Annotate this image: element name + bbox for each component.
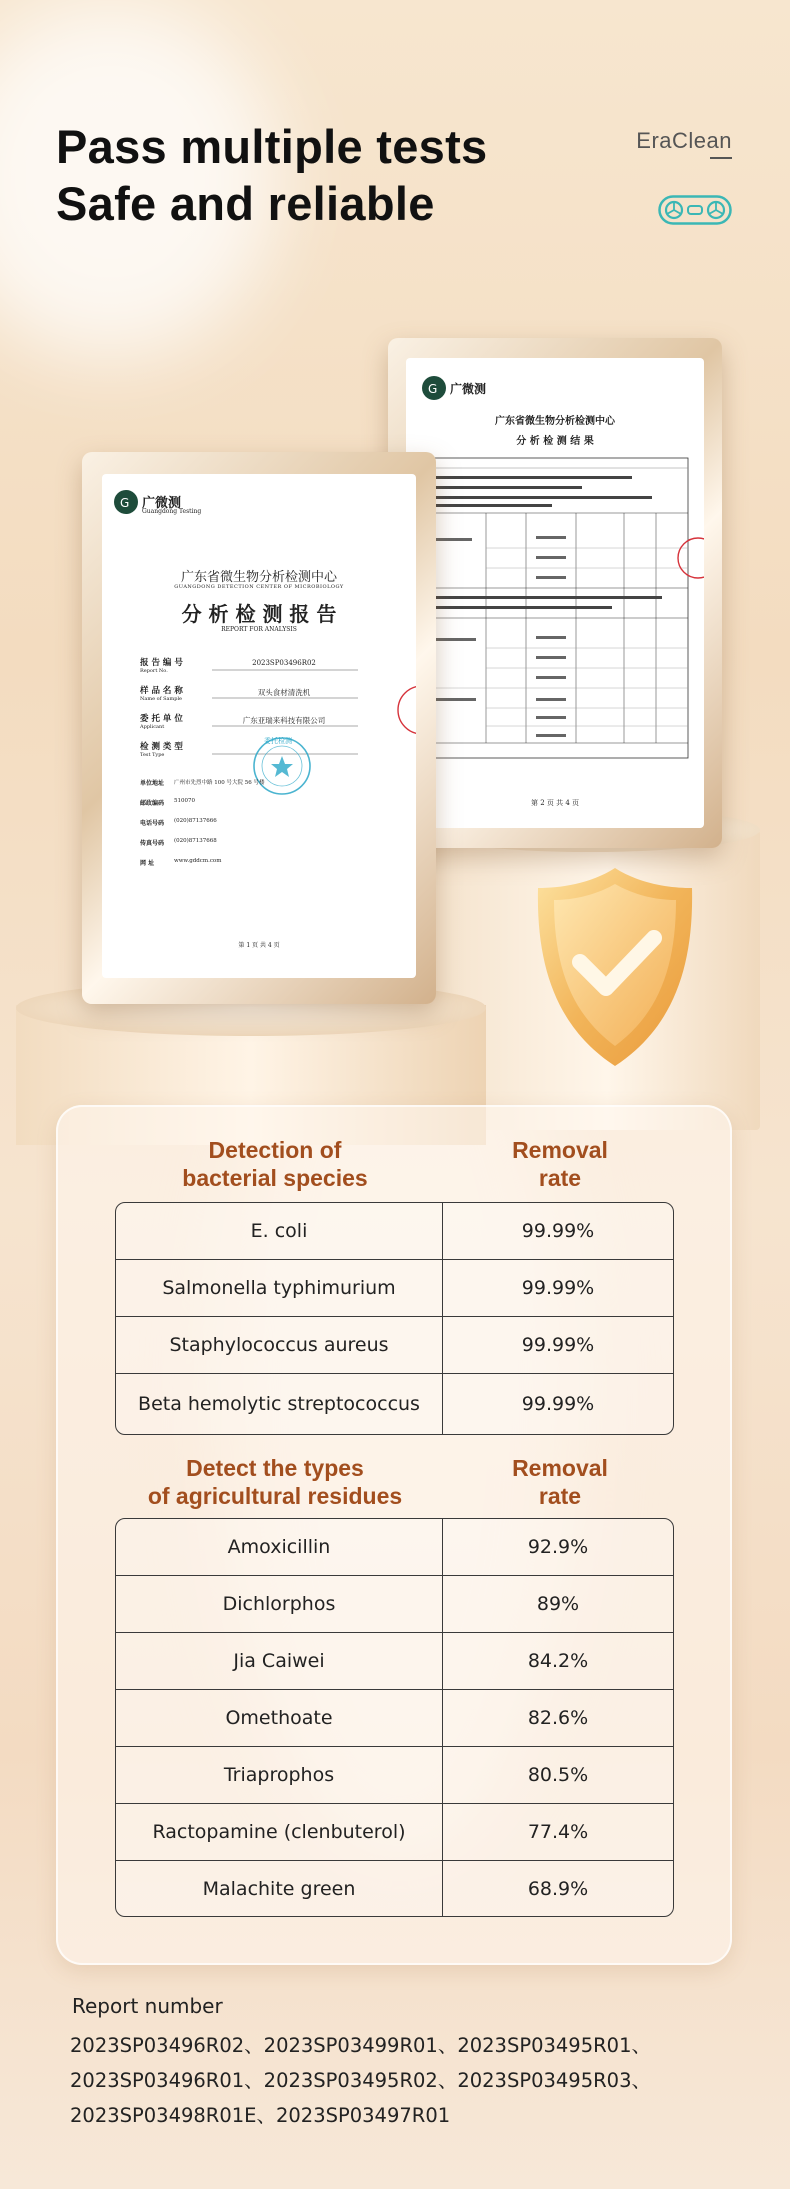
table-row: [116, 1690, 673, 1747]
residues-table: [115, 1518, 674, 1917]
bacteria-table: [115, 1202, 674, 1435]
bacteria-name: Salmonella typhimurium: [116, 1260, 443, 1317]
contact-value: (020)87137666: [174, 818, 217, 824]
field-sublabel: Name of Sample: [140, 696, 183, 702]
residue-name: Jia Caiwei: [116, 1633, 443, 1690]
report-number-line: 2023SP03496R01、2023SP03495R02、2023SP03495R03、: [70, 2069, 651, 2092]
certificate-front-report-title: 分 析 检 测 报 告: [181, 602, 337, 626]
table-row: [116, 1576, 673, 1633]
bacteria-header-rate: [480, 1136, 640, 1192]
bacteria-header-species: [140, 1136, 410, 1192]
certificate-back-paper: [406, 358, 704, 828]
brand-underline: [710, 157, 732, 159]
certificate-back-center: 广东省微生物分析检测中心: [495, 416, 615, 427]
brand-name: EraClean: [636, 128, 732, 153]
contact-value: www.gddcm.com: [174, 858, 222, 864]
certificate-front-logo-sub: Guangdong Testing: [142, 508, 202, 515]
contact-label: 网 址: [140, 860, 155, 867]
table-row: [116, 1203, 673, 1260]
field-label: 委 托 单 位: [140, 714, 183, 724]
field-sublabel: Report No.: [140, 668, 168, 674]
certificate-front-center-en: GUANGDONG DETECTION CENTER OF MICROBIOLOGY: [174, 584, 344, 590]
certificate-front-logo: 广微测: [142, 496, 182, 511]
report-number-line: 2023SP03496R02、2023SP03499R01、2023SP03495R01、: [70, 2034, 651, 2057]
stamp-text: 委托检测: [264, 737, 292, 745]
field-sublabel: Applicant: [140, 724, 165, 730]
certificate-front-paper: [102, 474, 416, 978]
report-number-line: 2023SP03498R01E、2023SP03497R01: [70, 2104, 451, 2127]
svg-text:G: G: [120, 496, 130, 510]
field-sublabel: Test Type: [140, 752, 165, 758]
report-number-list: [70, 2028, 651, 2133]
contact-value: 510070: [174, 798, 195, 804]
bacteria-name: Staphylococcus aureus: [116, 1317, 443, 1374]
page-headline: [56, 118, 487, 232]
residue-rate: 77.4%: [443, 1804, 673, 1861]
bacteria-name: Beta hemolytic streptococcus: [116, 1374, 443, 1434]
residues-header-types-line-1: Detect the types: [186, 1455, 364, 1481]
table-row: [116, 1804, 673, 1861]
contact-label: 单位地址: [140, 780, 165, 787]
table-row: [116, 1260, 673, 1317]
table-row: [116, 1861, 673, 1916]
field-label: 检 测 类 型: [140, 742, 183, 752]
table-row: [116, 1519, 673, 1576]
contact-label: 传真号码: [140, 840, 165, 847]
contact-value: (020)87137668: [174, 838, 217, 844]
table-row: [116, 1317, 673, 1374]
residues-header-rate: [480, 1454, 640, 1510]
residue-rate: 68.9%: [527, 1877, 589, 1900]
report-number-label: Report number: [72, 1994, 223, 2018]
certificate-front-footer: 第 1 页 共 4 页: [238, 942, 280, 949]
bacteria-header-rate-line-2: rate: [538, 1165, 582, 1191]
certificate-back-content: [406, 358, 704, 828]
residues-header-types-line-2: of agricultural residues: [147, 1483, 403, 1509]
shield-check-icon: [530, 862, 700, 1076]
bacteria-rate: 99.99%: [443, 1317, 673, 1374]
field-value: 2023SP03496R02: [252, 659, 316, 667]
contact-value: 广州市先烈中路 100 号大院 56 号楼: [174, 780, 265, 786]
residue-rate: 84.2%: [443, 1633, 673, 1690]
residue-name: Amoxicillin: [116, 1519, 443, 1576]
bacteria-rate: 99.99%: [443, 1260, 673, 1317]
residue-name: Omethoate: [116, 1690, 443, 1747]
residue-rate: 82.6%: [443, 1690, 673, 1747]
table-row: [116, 1374, 673, 1434]
appliance-icon: [658, 195, 732, 229]
headline-line-2: Safe and reliable: [56, 177, 435, 230]
residues-header-types: [120, 1454, 430, 1510]
contact-label: 电话号码: [140, 820, 165, 827]
bacteria-header-rate-line-1: Removal: [512, 1137, 608, 1163]
residues-header-rate-line-2: rate: [538, 1483, 582, 1509]
residue-rate: 89%: [443, 1576, 673, 1633]
residue-name: Malachite green: [116, 1861, 443, 1916]
contact-label: 邮政编码: [140, 800, 165, 807]
table-row: [116, 1747, 673, 1804]
residue-name: Dichlorphos: [116, 1576, 443, 1633]
brand-logo: [636, 128, 732, 159]
residue-rate: 92.9%: [443, 1519, 673, 1576]
residues-header-rate-line-1: Removal: [512, 1455, 608, 1481]
bacteria-name: E. coli: [116, 1203, 443, 1260]
certificate-back-footer: 第 2 页 共 4 页: [530, 799, 580, 807]
table-row: [116, 1633, 673, 1690]
field-value: 双头食材清洗机: [257, 688, 311, 697]
residue-rate: 80.5%: [443, 1747, 673, 1804]
certificate-front-center-cn: 广东省微生物分析检测中心: [180, 570, 337, 585]
certificate-front-report-title-en: REPORT FOR ANALYSIS: [221, 626, 297, 633]
bacteria-rate: 99.99%: [443, 1203, 673, 1260]
bacteria-header-species-line-1: Detection of: [208, 1137, 342, 1163]
field-label: 样 品 名 称: [140, 686, 183, 696]
residue-name: Ractopamine (clenbuterol): [116, 1804, 443, 1861]
certificate-back-logo: 广微测: [450, 382, 487, 396]
certificate-back-frame: [388, 338, 722, 848]
residue-name: Triaprophos: [116, 1747, 443, 1804]
certificate-front-frame: [82, 452, 436, 1004]
bacteria-header-species-line-2: bacterial species: [182, 1165, 368, 1191]
field-value: 广东亚瑞来科技有限公司: [242, 716, 326, 725]
svg-text:G: G: [428, 382, 438, 396]
headline-line-1: Pass multiple tests: [56, 120, 488, 173]
field-label: 报 告 编 号: [140, 658, 183, 668]
certificate-back-title: 分 析 检 测 结 果: [516, 436, 594, 447]
bacteria-rate: 99.99%: [521, 1393, 595, 1415]
